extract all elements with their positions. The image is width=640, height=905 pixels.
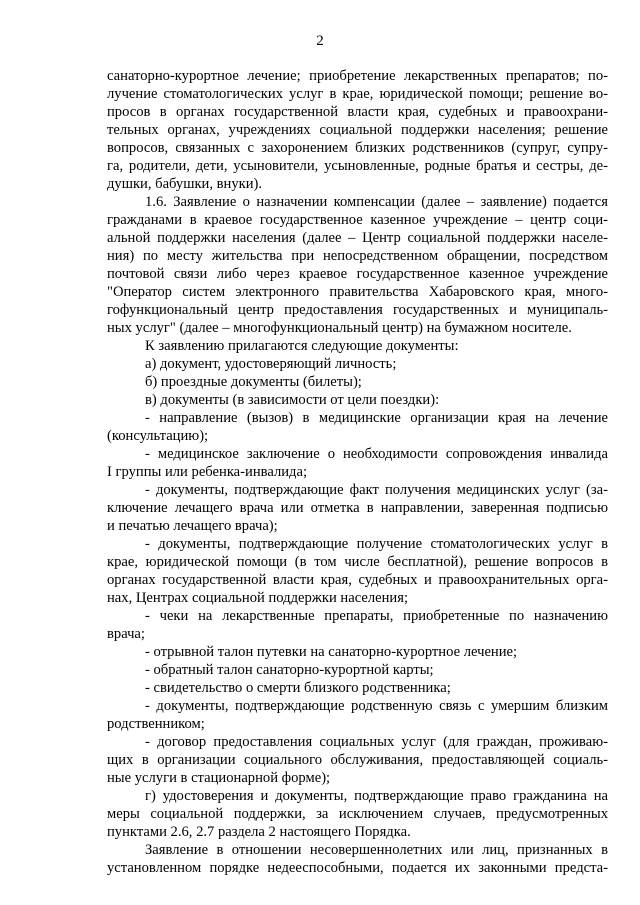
list-item: - документы, подтверждающие факт получения медицинских услуг (за-	[145, 482, 608, 498]
paragraph-first-line: К заявлению прилагаются следующие документы:	[145, 338, 459, 354]
text-line: лучение стоматологических услуг в крае, юридической помощи; решение во-	[107, 86, 608, 102]
list-item: - обратный талон санаторно-курортной карты;	[145, 662, 434, 678]
text-line: просов в органах государственной власти края, судебных и правоохрани-	[107, 104, 608, 120]
text-line: ных услуг" (далее – многофункциональный центр) на бумажном носителе.	[107, 320, 572, 336]
list-item: - свидетельство о смерти близкого родственника;	[145, 680, 451, 696]
list-item: - медицинское заключение о необходимости сопровождения инвалида	[145, 446, 608, 462]
text-line: "Оператор систем электронного правительства Хабаровского края, много-	[107, 284, 608, 300]
text-line: санаторно-курортное лечение; приобретение лекарственных препаратов; по-	[107, 68, 608, 84]
text-line: (консультацию);	[107, 428, 209, 444]
text-line: органах государственной власти края, судебных и правоохранительных орга-	[107, 572, 608, 588]
text-line: тельных органах, учреждениях социальной поддержки населения; решение	[107, 122, 608, 138]
list-item: - договор предоставления социальных услуг (для граждан, проживаю-	[145, 734, 608, 750]
paragraph-first-line: 1.6. Заявление о назначении компенсации (далее – заявление) подается	[145, 194, 608, 210]
text-line: врача;	[107, 626, 145, 642]
list-item: - отрывной талон путевки на санаторно-курортное лечение;	[145, 644, 518, 660]
list-item: г) удостоверения и документы, подтверждающие право гражданина на	[145, 788, 608, 804]
text-line: ключение лечащего врача или отметка в направлении, заверенная подписью	[107, 500, 608, 516]
list-item: - чеки на лекарственные препараты, приобретенные по назначению	[145, 608, 608, 624]
text-line: крае, юридической помощи (в том числе бесплатной), решение вопросов в	[107, 554, 608, 570]
text-line: меры социальной поддержки, за исключением случаев, предусмотренных	[107, 806, 608, 822]
text-line: и печатью лечащего врача);	[107, 518, 278, 534]
list-item: а) документ, удостоверяющий личность;	[145, 356, 397, 372]
text-line: установленном порядке недееспособными, подается их законными предста-	[107, 860, 608, 876]
paragraph-first-line: Заявление в отношении несовершеннолетних или лиц, признанных в	[145, 842, 608, 858]
text-line: вопросов, связанных с захоронением близких родственников (супруг, супру-	[107, 140, 608, 156]
text-line: почтовой связи либо через краевое государственное казенное учреждение	[107, 266, 608, 282]
text-line: ния) по месту жительства при непосредственном обращении, посредством	[107, 248, 608, 264]
text-line: нах, Центрах социальной поддержки населения;	[107, 590, 408, 606]
text-line: душки, бабушки, внуки).	[107, 176, 263, 192]
text-line: пунктами 2.6, 2.7 раздела 2 настоящего Порядка.	[107, 824, 411, 840]
text-line: щих в организации социального обслуживания, предоставляющей социаль-	[107, 752, 608, 768]
text-line: гофункциональный центр предоставления государственных и муниципаль-	[107, 302, 608, 318]
text-line: родственником;	[107, 716, 205, 732]
text-line: I группы или ребенка-инвалида;	[107, 464, 307, 480]
text-line: гражданами в краевое государственное казенное учреждение – центр соци-	[107, 212, 608, 228]
text-line: альной поддержки населения (далее – Центр социальной поддержки населе-	[107, 230, 608, 246]
text-line: ные услуги в стационарной форме);	[107, 770, 331, 786]
list-item: - документы, подтверждающие получение стоматологических услуг в	[145, 536, 608, 552]
page-number: 2	[316, 33, 324, 49]
text-line: га, родители, дети, усыновители, усыновленные, родные братья и сестры, де-	[107, 158, 608, 174]
list-item: - направление (вызов) в медицинские организации края на лечение	[145, 410, 608, 426]
list-item: в) документы (в зависимости от цели поездки):	[145, 392, 440, 408]
list-item: б) проездные документы (билеты);	[145, 374, 362, 390]
list-item: - документы, подтверждающие родственную связь с умершим близким	[145, 698, 608, 714]
